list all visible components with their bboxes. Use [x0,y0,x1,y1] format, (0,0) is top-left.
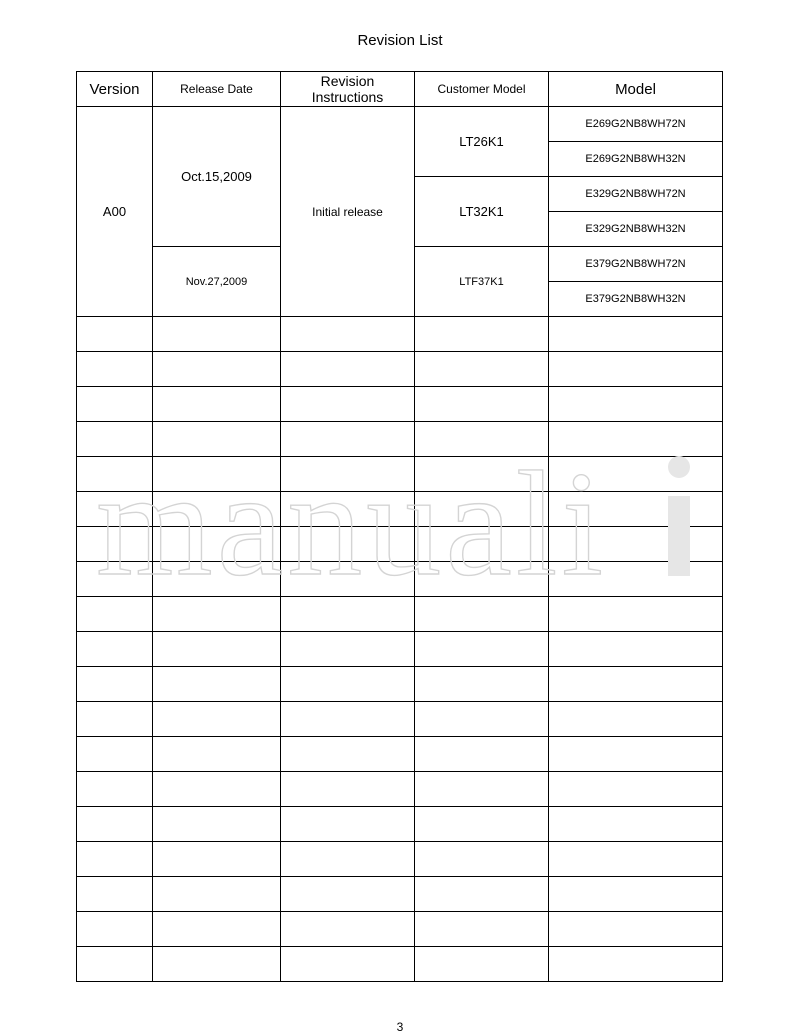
empty-cell [281,667,415,702]
empty-cell [549,702,723,737]
empty-cell [77,352,153,387]
empty-cell [153,772,281,807]
empty-cell [77,597,153,632]
model-cell: E269G2NB8WH72N [549,107,723,142]
version-cell: A00 [77,107,153,317]
empty-cell [281,562,415,597]
empty-cell [153,562,281,597]
release-date-cell: Nov.27,2009 [153,247,281,317]
empty-cell [153,317,281,352]
empty-cell [549,457,723,492]
model-cell: E379G2NB8WH32N [549,282,723,317]
empty-cell [77,317,153,352]
empty-cell [549,737,723,772]
table-row [77,492,723,527]
empty-cell [415,772,549,807]
empty-cell [153,422,281,457]
table-row [77,947,723,982]
empty-cell [77,737,153,772]
empty-cell [281,597,415,632]
page-number: 3 [396,1020,404,1034]
empty-cell [281,317,415,352]
empty-cell [415,457,549,492]
empty-cell [549,667,723,702]
empty-cell [153,702,281,737]
empty-cell [153,527,281,562]
empty-cell [77,632,153,667]
empty-cell [153,842,281,877]
header-revision-line1: Revision [320,73,375,89]
empty-cell [415,702,549,737]
empty-cell [281,877,415,912]
table-row [77,772,723,807]
empty-cell [281,737,415,772]
empty-cell [281,527,415,562]
model-cell: E329G2NB8WH72N [549,177,723,212]
empty-cell [415,632,549,667]
empty-cell [77,877,153,912]
empty-cell [153,947,281,982]
empty-cell [415,842,549,877]
empty-cell [281,912,415,947]
empty-cell [153,667,281,702]
empty-cell [415,492,549,527]
empty-cell [153,807,281,842]
empty-cell [415,527,549,562]
empty-cell [281,807,415,842]
empty-cell [153,457,281,492]
table-row [77,597,723,632]
empty-cell [415,737,549,772]
empty-cell [415,317,549,352]
empty-cell [153,632,281,667]
customer-model-cell: LTF37K1 [415,247,549,317]
empty-rows [77,317,723,982]
empty-cell [549,877,723,912]
table-row [77,562,723,597]
page-title: Revision List [357,32,443,49]
table-row [77,352,723,387]
empty-cell [415,807,549,842]
empty-cell [415,597,549,632]
empty-cell [153,492,281,527]
empty-cell [415,562,549,597]
empty-cell [415,667,549,702]
empty-cell [549,562,723,597]
table-row [77,807,723,842]
header-customer-model: Customer Model [415,72,549,107]
empty-cell [153,912,281,947]
model-cell: E379G2NB8WH72N [549,247,723,282]
empty-cell [415,422,549,457]
empty-cell [153,352,281,387]
empty-cell [549,352,723,387]
empty-cell [281,772,415,807]
header-version: Version [77,72,153,107]
table-row [77,387,723,422]
empty-cell [281,947,415,982]
table-row [77,737,723,772]
empty-cell [281,422,415,457]
empty-cell [281,352,415,387]
header-revision-instructions [281,72,415,107]
table-row [77,912,723,947]
revision-cell: Initial release [281,107,415,317]
empty-cell [77,387,153,422]
empty-cell [549,492,723,527]
empty-cell [415,877,549,912]
empty-cell [549,422,723,457]
revision-table [76,71,723,982]
table-row [77,457,723,492]
empty-cell [281,702,415,737]
table-row [77,422,723,457]
header-release-date: Release Date [153,72,281,107]
empty-cell [549,317,723,352]
table-row [77,702,723,737]
empty-cell [77,912,153,947]
customer-model-cell: LT26K1 [415,107,549,177]
empty-cell [77,702,153,737]
empty-cell [77,562,153,597]
empty-cell [415,387,549,422]
empty-cell [549,807,723,842]
model-cell: E269G2NB8WH32N [549,142,723,177]
empty-cell [281,457,415,492]
empty-cell [77,527,153,562]
table-row [77,317,723,352]
release-date-cell: Oct.15,2009 [153,107,281,247]
table-row [77,667,723,702]
empty-cell [415,352,549,387]
empty-cell [153,877,281,912]
empty-cell [549,597,723,632]
empty-cell [77,807,153,842]
empty-cell [549,387,723,422]
empty-cell [549,912,723,947]
empty-cell [549,772,723,807]
table-row [77,877,723,912]
empty-cell [281,632,415,667]
empty-cell [415,947,549,982]
empty-cell [77,457,153,492]
empty-cell [77,947,153,982]
customer-model-cell: LT32K1 [415,177,549,247]
empty-cell [77,492,153,527]
empty-cell [415,912,549,947]
empty-cell [153,387,281,422]
empty-cell [549,947,723,982]
empty-cell [281,387,415,422]
table-row [77,107,723,142]
empty-cell [549,527,723,562]
watermark-text: manuali [96,452,608,582]
header-model: Model [549,72,723,107]
header-revision-line2: Instructions [311,89,384,105]
empty-cell [549,632,723,667]
table-header-row [77,72,723,107]
empty-cell [77,422,153,457]
empty-cell [77,772,153,807]
table-row [77,842,723,877]
table-row [77,527,723,562]
table-row [77,632,723,667]
empty-cell [77,842,153,877]
empty-cell [153,737,281,772]
empty-cell [549,842,723,877]
model-cell: E329G2NB8WH32N [549,212,723,247]
empty-cell [281,492,415,527]
empty-cell [77,667,153,702]
empty-cell [281,842,415,877]
empty-cell [153,597,281,632]
